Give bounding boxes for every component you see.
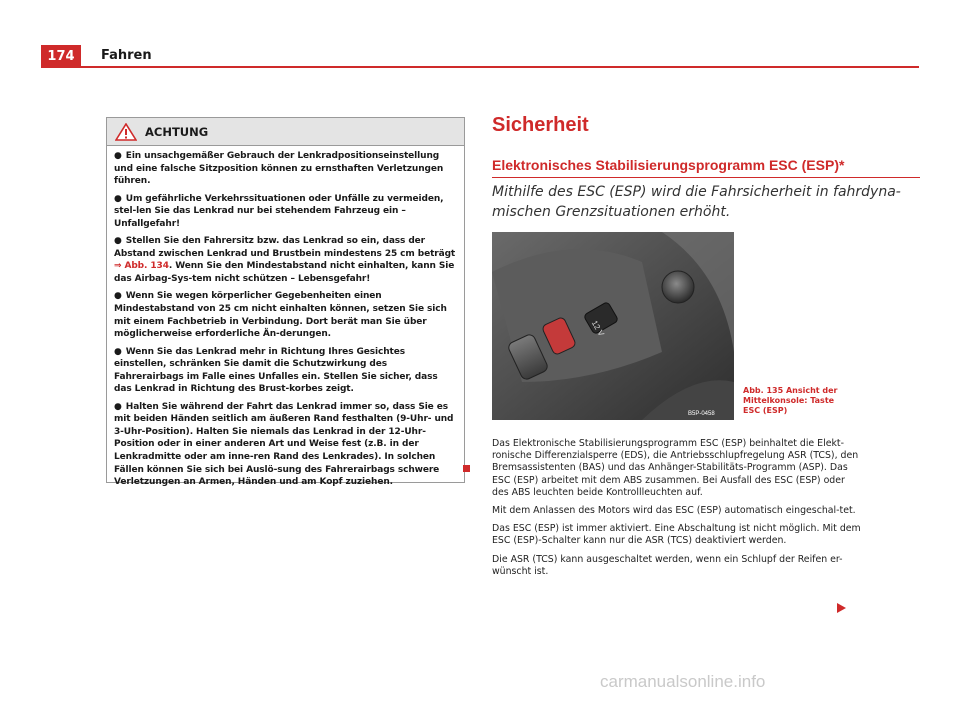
paragraph: Das ESC (ESP) ist immer aktiviert. Eine Abschaltung ist nicht möglich. Mit dem ESC (ESP)-Schalter kann nur die ASR (TCS) deaktiviert werden. bbox=[492, 523, 861, 547]
paragraph: Mit dem Anlassen des Motors wird das ESC (ESP) automatisch eingeschal-tet. bbox=[492, 505, 856, 517]
warning-body bbox=[107, 146, 464, 489]
figure-code: B5P-0458 bbox=[688, 411, 715, 417]
warning-item-text: Wenn Sie das Lenkrad mehr in Richtung Ihres Gesichtes einstellen, schränken Sie damit die Schutzwirkung des Fahrerairbags im Falle eines Unfalles ein. Stellen Sie sicher, dass das Lenkrad in Richtung des Brust-korbes zeigt. bbox=[114, 346, 438, 395]
paragraph: Die ASR (TCS) kann ausgeschaltet werden, wenn ein Schlupf der Reifen er-wünscht ist. bbox=[492, 553, 843, 577]
subsection-heading: Elektronisches Stabilisierungsprogramm ESC (ESP)* bbox=[492, 157, 845, 173]
bullet: ● bbox=[114, 151, 122, 161]
warning-item-text: Halten Sie während der Fahrt das Lenkrad immer so, dass Sie es mit beiden Händen seitlich am äußeren Rand festhalten (9-Uhr- und 3-Uhr-Position). Halten Sie niemals das Lenkrad in der 12-Uhr-Position oder in einer anderen Art und Weise fest (z.B. in der Lenkradmitte oder am inne-ren Rand des Lenkrades). In solchen Fällen können Sie sich bei Auslö-sung des Fahrerairbags schwere Verletzungen an Armen, Händen und am Kopf zuziehen. bbox=[114, 401, 454, 488]
section-heading: Sicherheit bbox=[492, 114, 589, 136]
bullet: ● bbox=[114, 291, 122, 302]
warning-item-text: Ein unsachgemäßer Gebrauch der Lenkradpositionseinstellung und eine falsche Sitzposition können zu ernsthaften Verletzungen führen. bbox=[114, 151, 444, 187]
console-photo bbox=[492, 232, 734, 420]
warning-title: ACHTUNG bbox=[145, 124, 209, 139]
page-number: 174 bbox=[41, 45, 81, 68]
warning-item bbox=[114, 346, 456, 396]
end-square-icon bbox=[463, 465, 470, 472]
socket-label: 12 V bbox=[589, 319, 606, 338]
warning-item-text: Wenn Sie wegen körperlicher Gegebenheiten einen Mindestabstand von 25 cm nicht einhalten können, setzen Sie sich mit einem Fachbetrieb in Verbindung. Dort berät man Sie über möglicherweise erforderliche Än-derungen. bbox=[114, 291, 447, 340]
bullet: ● bbox=[114, 236, 122, 247]
warning-item bbox=[114, 150, 456, 188]
watermark: carmanualsonline.info bbox=[600, 672, 766, 691]
bullet: ● bbox=[114, 401, 122, 412]
figure-caption: Abb. 135 Ansicht der Mittelkonsole: Taste ESC (ESP) bbox=[743, 386, 838, 415]
bullet: ● bbox=[114, 193, 122, 204]
warning-item-text: Stellen Sie den Fahrersitz bzw. das Lenkrad so ein, dass der Abstand zwischen Lenkrad und Brustbein mindestens 25 cm beträgt bbox=[114, 236, 456, 259]
bullet: ● bbox=[114, 346, 122, 357]
warning-item bbox=[114, 235, 456, 285]
warning-triangle-icon bbox=[115, 123, 137, 141]
warning-item bbox=[114, 401, 456, 489]
body-text bbox=[492, 438, 862, 584]
section-title: Fahren bbox=[101, 48, 152, 63]
subsection-rule bbox=[492, 177, 920, 178]
mirror-adjust-knob bbox=[662, 271, 694, 303]
warning-item-text: . Wenn Sie den Mindestabstand nicht einhalten, kann Sie das Airbag-Sys-tem nicht schützen – Lebensgefahr! bbox=[114, 261, 455, 284]
intro-text: Mithilfe des ESC (ESP) wird die Fahrsicherheit in fahrdyna-mischen Grenzsituationen erhöht. bbox=[492, 184, 901, 220]
warning-item bbox=[114, 193, 456, 231]
warning-item bbox=[114, 290, 456, 340]
warning-item-text: Um gefährliche Verkehrssituationen oder Unfälle zu vermeiden, stel-len Sie das Lenkrad nur bei stehendem Fahrzeug ein – Unfallgefahr! bbox=[114, 193, 444, 229]
paragraph: Das Elektronische Stabilisierungsprogramm ESC (ESP) beinhaltet die Elekt-ronische Differenzialsperre (EDS), die Antriebsschlupfregelung ASR (TCS), den Bremsassistenten (BAS) und das Anhänger-Stabilitäts-Programm (ASP). Das ESC (ESP) arbeitet mit dem ABS zusammen. Bei Ausfall des ESC (ESP) oder des ABS leuchten beide Kontrollleuchten auf. bbox=[492, 438, 859, 498]
continue-arrow-icon bbox=[837, 603, 846, 613]
figure-reference-link[interactable]: ⇒ Abb. 134 bbox=[114, 261, 169, 272]
header-rule bbox=[81, 66, 919, 68]
warning-box bbox=[106, 117, 465, 488]
warning-header bbox=[107, 118, 464, 146]
